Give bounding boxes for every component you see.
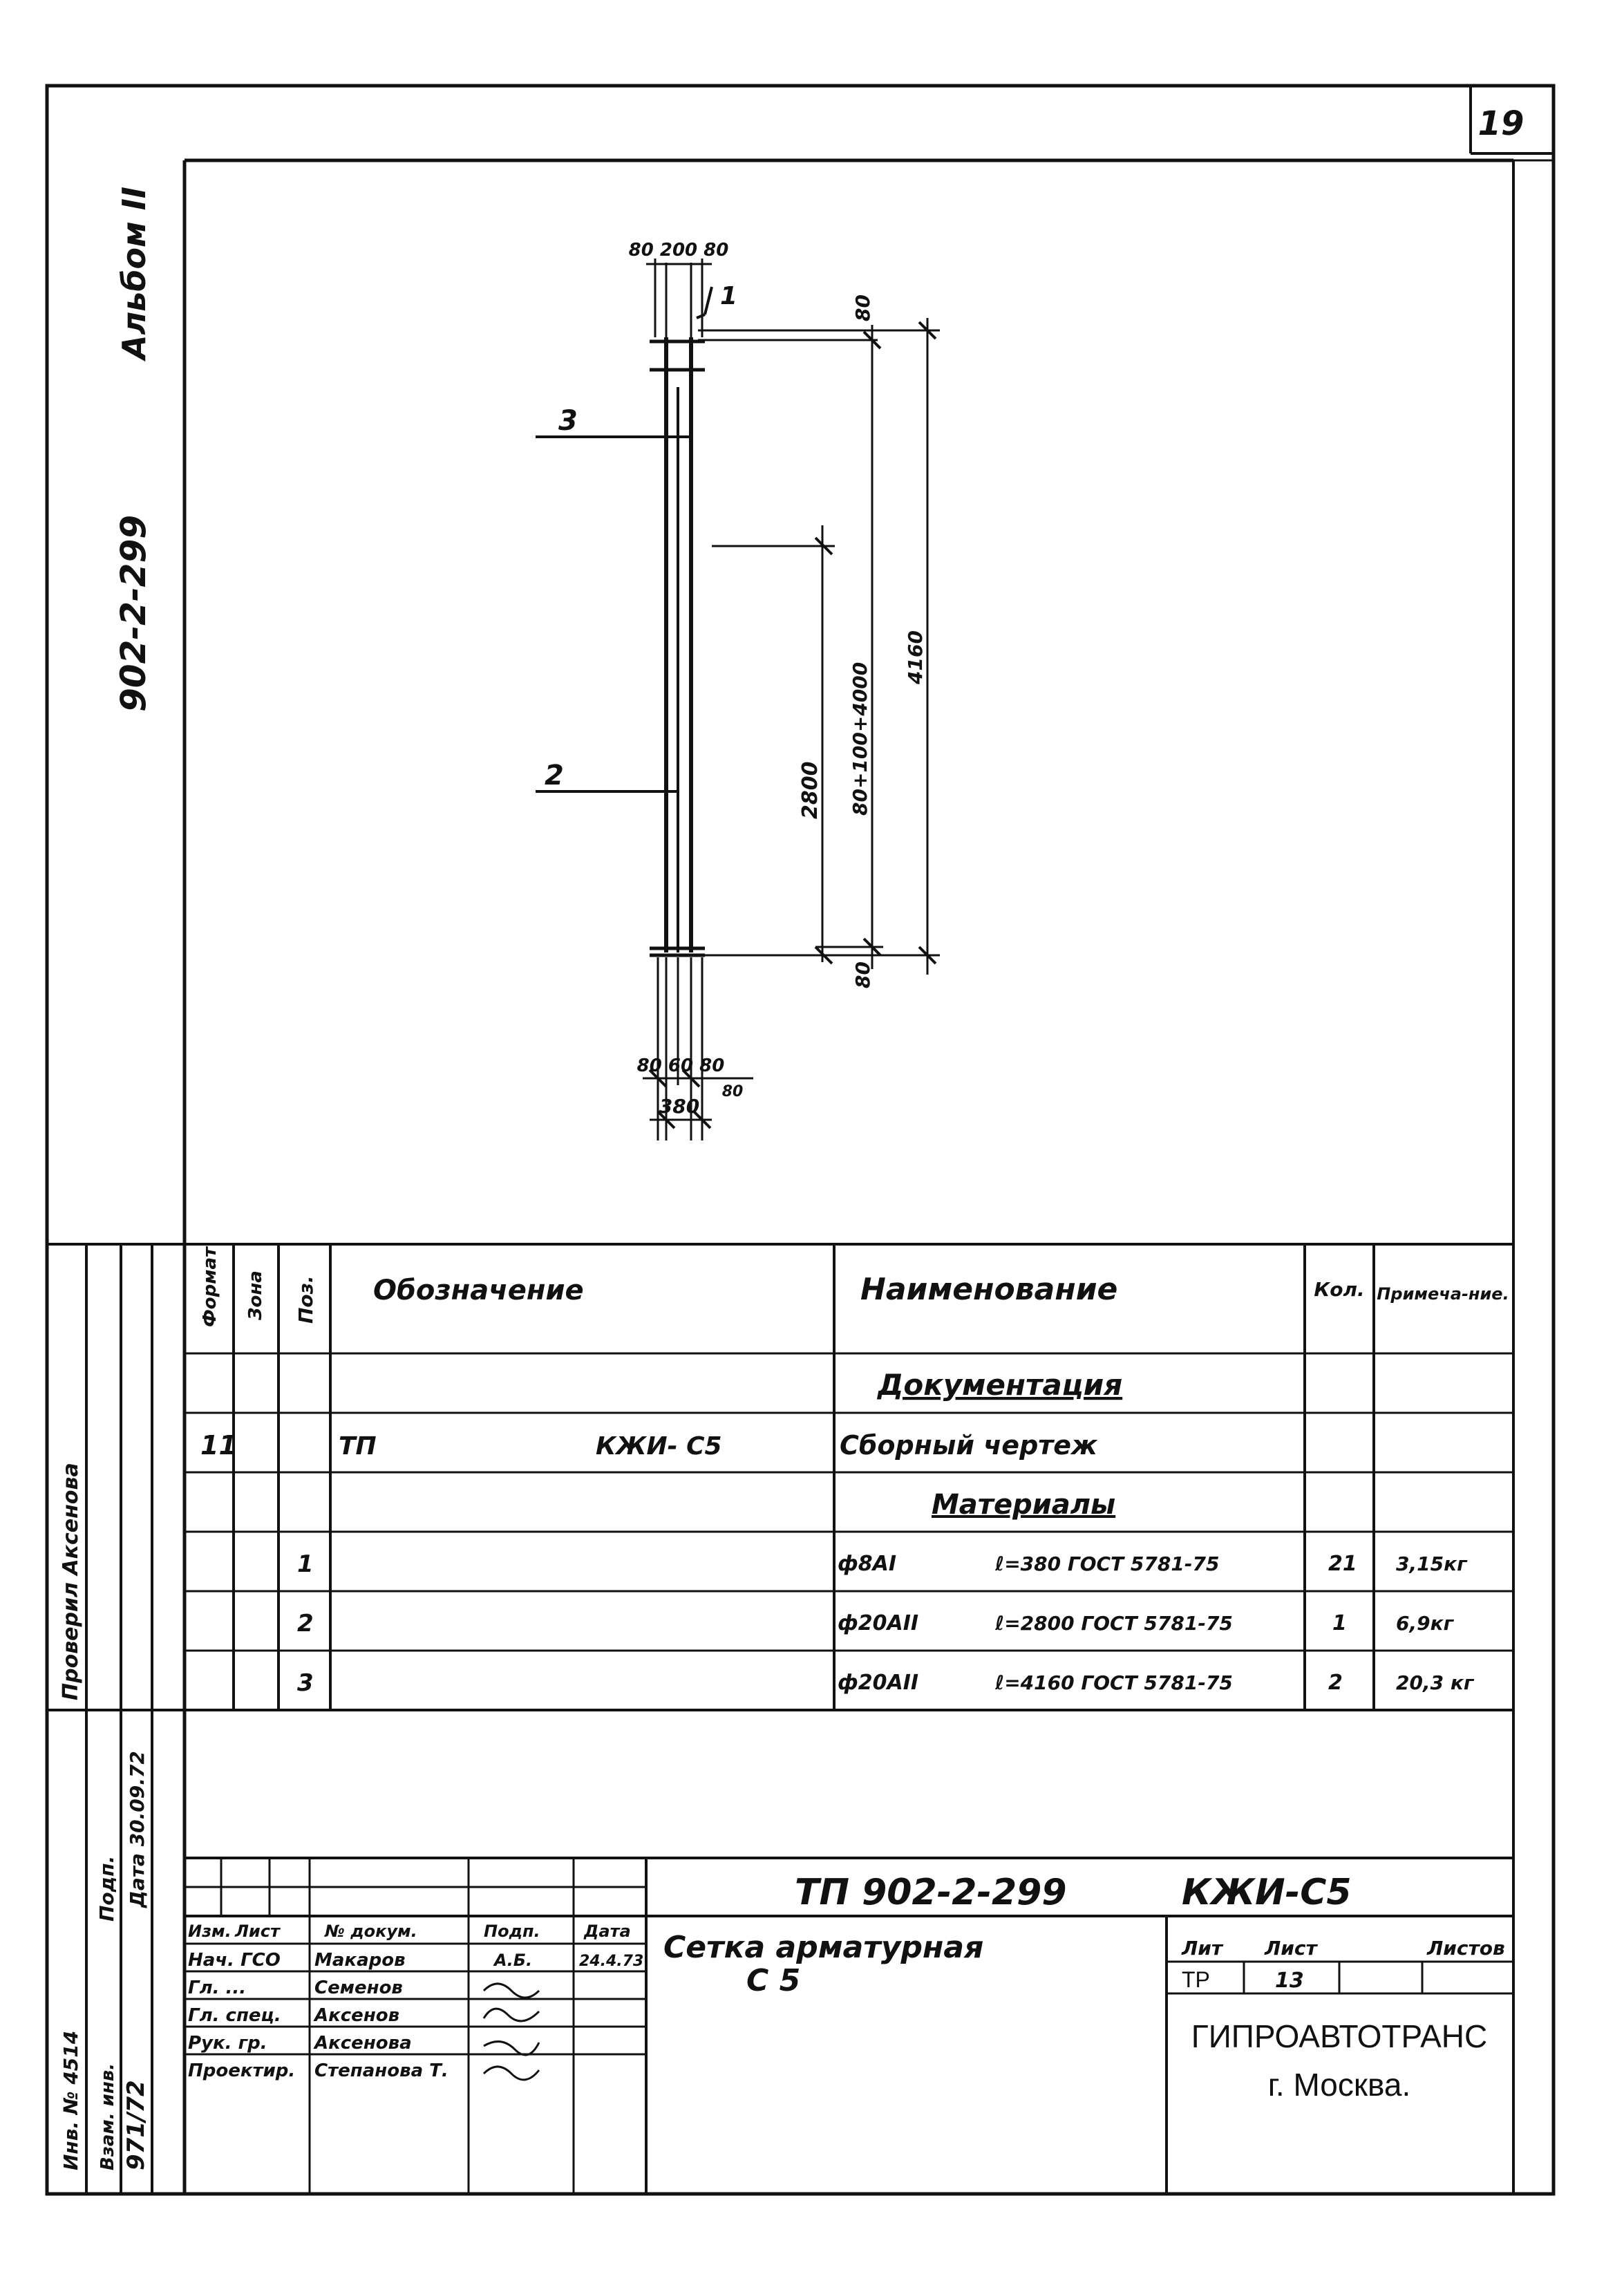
assembly-code: КЖИ- С5 (596, 1432, 722, 1461)
signatory-name: Степанова Т. (314, 2060, 449, 2081)
title-line-2: С 5 (746, 1963, 801, 1998)
signatory-name: Макаров (314, 1950, 406, 1971)
signatory-row (188, 1978, 403, 1998)
spec-table-grid (185, 1244, 1513, 1710)
dim-top: 80 200 80 (628, 240, 729, 261)
header-qty: Кол. (1314, 1278, 1365, 1301)
position-2-label: 2 (545, 760, 564, 791)
lit-value: ТР (1182, 1967, 1210, 1992)
header-note: Примеча-ние. (1377, 1284, 1509, 1304)
dim-right-bottom: 80 (851, 961, 874, 988)
signatory-name: Аксенова (314, 2033, 412, 2054)
vzam-label: Взам. инв. (97, 2063, 118, 2170)
signatory-role: Рук. гр. (188, 2033, 267, 2054)
assembly-prefix: ТП (339, 1432, 377, 1461)
row-note: 20,3 кг (1396, 1671, 1474, 1694)
signatory-row (188, 1950, 643, 1971)
dim-bottom: 80 60 80 (636, 1055, 725, 1076)
col-list: Лист (235, 1922, 280, 1941)
row-pos: 1 (297, 1550, 314, 1578)
header-designation: Обозначение (373, 1275, 584, 1306)
row-qty: 1 (1332, 1611, 1347, 1635)
header-format: Формат (200, 1246, 220, 1327)
assembly-format: 11 (200, 1430, 237, 1461)
row-name: ф20АII (838, 1671, 919, 1695)
row-qty: 21 (1328, 1552, 1357, 1576)
row-name: ф8АI (838, 1552, 897, 1576)
signatory-role: Проектир. (188, 2060, 296, 2081)
header-name: Наименование (860, 1272, 1118, 1307)
signatory-role: Нач. ГСО (188, 1950, 281, 1971)
section-materials: Материалы (932, 1489, 1116, 1521)
col-sign: Подп. (484, 1922, 540, 1941)
row-qty: 2 (1328, 1671, 1343, 1695)
signatory-row (188, 2060, 449, 2081)
signatory-sign: А.Б. (494, 1951, 533, 1970)
rebar-mesh-drawing (536, 259, 940, 1140)
org-city: г. Москва. (1267, 2067, 1411, 2103)
number-label: 971/72 (122, 2080, 150, 2170)
top-dimension (646, 259, 712, 337)
dim-mid: 80+100+4000 (849, 661, 871, 816)
title-line-1: Сетка арматурная (663, 1930, 984, 1965)
sheet-value: 13 (1275, 1969, 1304, 1993)
header-pos: Поз. (294, 1275, 317, 1324)
material-row (297, 1610, 1455, 1637)
row-pos: 2 (297, 1610, 314, 1637)
signatory-row (188, 2033, 412, 2054)
project-code-label: 902-2-299 (113, 514, 153, 712)
material-row (297, 1550, 1468, 1578)
sign-label: Подп. (95, 1855, 118, 1922)
dim-width: 380 (659, 1095, 700, 1118)
row-note: 3,15кг (1396, 1552, 1467, 1575)
col-izm: Изм. (188, 1922, 232, 1941)
material-row (297, 1669, 1475, 1697)
inv-label: Инв. № 4514 (59, 2030, 82, 2170)
position-3-label: 3 (558, 405, 578, 437)
dim-bottom-2: 80 (721, 1083, 744, 1100)
checked-label: Проверил Аксенова (59, 1463, 83, 1700)
signatory-role: Гл. спец. (188, 2005, 281, 2026)
row-spec: ℓ=380 ГОСТ 5781-75 (995, 1552, 1220, 1575)
row-name: ф20АII (838, 1611, 919, 1635)
assembly-name: Сборный чертеж (840, 1430, 1097, 1461)
sheet-label: Лист (1265, 1937, 1317, 1960)
header-zone: Зона (245, 1270, 266, 1320)
dim-right-top: 80 (851, 294, 874, 321)
signatory-role: Гл. ... (188, 1978, 247, 1998)
signatory-date: 24.4.73 (579, 1953, 644, 1970)
sheets-label: Листов (1427, 1937, 1505, 1960)
page-number-box (1471, 86, 1554, 153)
page-number: 19 (1477, 104, 1524, 143)
signatory-row (188, 2005, 399, 2026)
lit-label: Лит (1182, 1937, 1223, 1960)
row-spec: ℓ=2800 ГОСТ 5781-75 (995, 1612, 1233, 1635)
album-label: Альбом II (115, 187, 153, 359)
row-note: 6,9кг (1396, 1612, 1454, 1635)
section-documentation: Документация (878, 1368, 1123, 1402)
col-date: Дата (584, 1922, 631, 1941)
dim-overall: 4160 (904, 630, 927, 684)
col-doc: № докум. (325, 1922, 417, 1941)
row-pos: 3 (297, 1669, 314, 1697)
signatory-name: Аксенов (314, 2005, 400, 2026)
doc-code: ТП 902-2-299 (795, 1872, 1067, 1913)
signatory-name: Семенов (314, 1978, 403, 1998)
row-spec: ℓ=4160 ГОСТ 5781-75 (995, 1671, 1233, 1694)
doc-mark: КЖИ-С5 (1182, 1872, 1352, 1913)
date-label: Дата 30.09.72 (126, 1751, 149, 1908)
position-1-label: 1 (720, 282, 738, 310)
org-name: ГИПРОАВТОТРАНС (1191, 2018, 1488, 2054)
dim-bar: 2800 (798, 761, 822, 819)
